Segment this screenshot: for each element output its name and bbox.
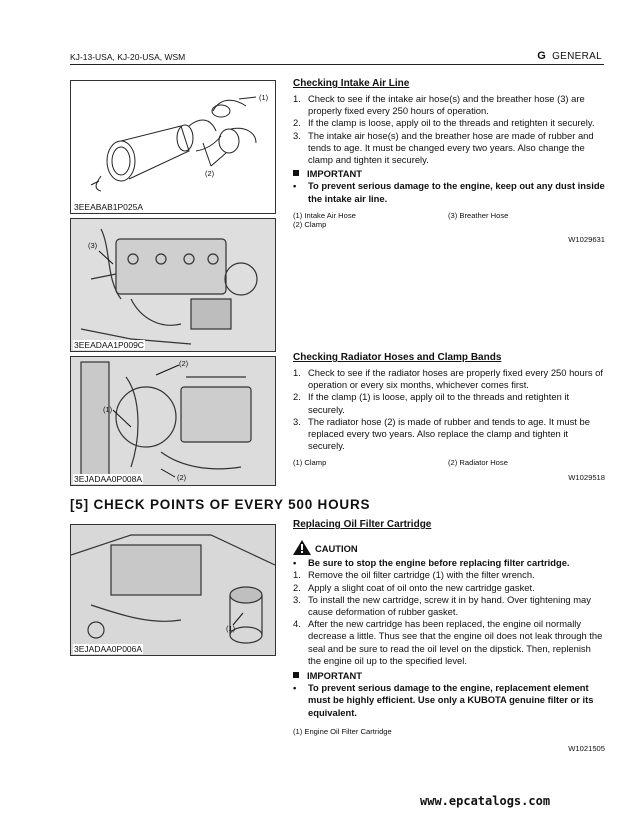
- legend-item: (2) Radiator Hose: [448, 458, 508, 468]
- header-section-letter: G: [537, 50, 547, 62]
- square-bullet-icon: [293, 170, 299, 176]
- oil-filter-photo: [71, 525, 275, 655]
- figure-intake-air-line: [70, 80, 276, 214]
- list-item: 2. If the clamp is loose, apply oil to the threads and retighten it securely.: [293, 117, 595, 129]
- callout-2: (2): [177, 473, 187, 482]
- legend-item: (1) Clamp: [293, 458, 327, 468]
- callout-1: (1): [103, 405, 113, 414]
- callout-2: (2): [205, 169, 215, 178]
- important-text: • To prevent serious damage to the engine, replacement element must be highly efficient. Use only a KUBOTA genuine filter or its equivalent.: [293, 682, 594, 718]
- callout-2: (2): [179, 359, 189, 368]
- section-title: Replacing Oil Filter Cartridge: [293, 519, 432, 530]
- important-heading: IMPORTANT: [293, 168, 605, 180]
- reference-code: W1021505: [568, 743, 605, 753]
- radiator-steps: [293, 367, 605, 452]
- radiator-legend: [293, 458, 605, 467]
- figure-oil-filter: [70, 524, 276, 656]
- warning-triangle-icon: [293, 540, 311, 555]
- intake-legend: [293, 211, 605, 229]
- header-rule: [70, 64, 604, 65]
- section-title: Checking Intake Air Line: [293, 78, 410, 89]
- callout-1: (1): [259, 93, 269, 102]
- list-item: 3. The intake air hose(s) and the breather hose are made of rubber and tends to age. It must be changed every two years. Also change the clamp and tighten it securely.: [293, 129, 594, 166]
- figure-code: 3EEADAA1P009C: [74, 340, 144, 350]
- list-item: 3. To install the new cartridge, screw it in by hand. Over tightening may cause deformation of rubber gasket.: [293, 593, 591, 618]
- list-item: 3. The radiator hose (2) is made of rubber and tends to age. It must be replaced every two years. Also replace the clamp and tighten it securely.: [293, 415, 590, 452]
- header-manual-title: KJ-13-USA, KJ-20-USA, WSM: [70, 52, 186, 62]
- list-item: 1. Check to see if the radiator hoses are properly fixed every 250 hours of operation or every six months, whichever comes first.: [293, 367, 603, 391]
- section-title: Checking Radiator Hoses and Clamp Bands: [293, 352, 502, 363]
- radiator-photo: [71, 357, 275, 485]
- list-item: 4. After the new cartridge has been replaced, the engine oil normally decrease a little. Thus see that the engine oil does not leak through the seal and be sure to read the oil level on the dipstick. Then, replenish the engine oil up to the specified level.: [293, 618, 603, 666]
- figure-code: 3EJADAA0P006A: [74, 644, 143, 654]
- section-intake-air-line: [293, 78, 605, 244]
- figure-code: 3EEABAB1P025A: [74, 202, 143, 212]
- section-oil-filter: [293, 519, 605, 753]
- intake-hose-illustration: [71, 81, 275, 213]
- legend-item: (1) Engine Oil Filter Cartridge: [293, 726, 392, 736]
- legend-item: (1) Intake Air Hose: [293, 210, 356, 220]
- list-item: 2. If the clamp (1) is loose, apply oil to the threads and retighten it securely.: [293, 391, 570, 415]
- figure-code: 3EJADAA0P008A: [74, 474, 143, 484]
- reference-code: W1029631: [568, 234, 605, 244]
- figure-radiator-hoses: [70, 356, 276, 486]
- reference-code: W1029518: [568, 473, 605, 483]
- caution-heading: CAUTION: [293, 540, 605, 555]
- oil-steps: [293, 569, 605, 667]
- important-text: • To prevent serious damage to the engine, keep out any dust inside the intake air line.: [293, 180, 605, 204]
- important-heading: IMPORTANT: [293, 670, 605, 682]
- header-section-name: GENERAL: [552, 51, 602, 62]
- intake-steps: [293, 93, 605, 166]
- callout-1: (1): [226, 624, 236, 633]
- figure-breather-hose: [70, 218, 276, 352]
- list-item: 1. Check to see if the intake air hose(s) and the breather hose (3) are properly fixed every 250 hours of operation.: [293, 93, 585, 117]
- section-banner: [5] CHECK POINTS OF EVERY 500 HOURS: [70, 497, 371, 512]
- engine-breather-photo: [71, 219, 275, 351]
- callout-3: (3): [88, 241, 98, 250]
- legend-item: (3) Breather Hose: [448, 210, 509, 220]
- list-item: 1. Remove the oil filter cartridge (1) with the filter wrench.: [293, 569, 535, 581]
- list-item: 2. Apply a slight coat of oil onto the new cartridge gasket.: [293, 581, 535, 593]
- legend-item: (2) Clamp: [293, 219, 327, 229]
- section-radiator-hoses: [293, 352, 605, 482]
- header-section: [537, 50, 602, 62]
- square-bullet-icon: [293, 672, 299, 678]
- caution-text: • Be sure to stop the engine before replacing filter cartridge.: [293, 557, 570, 569]
- watermark: www.epcatalogs.com: [420, 794, 551, 808]
